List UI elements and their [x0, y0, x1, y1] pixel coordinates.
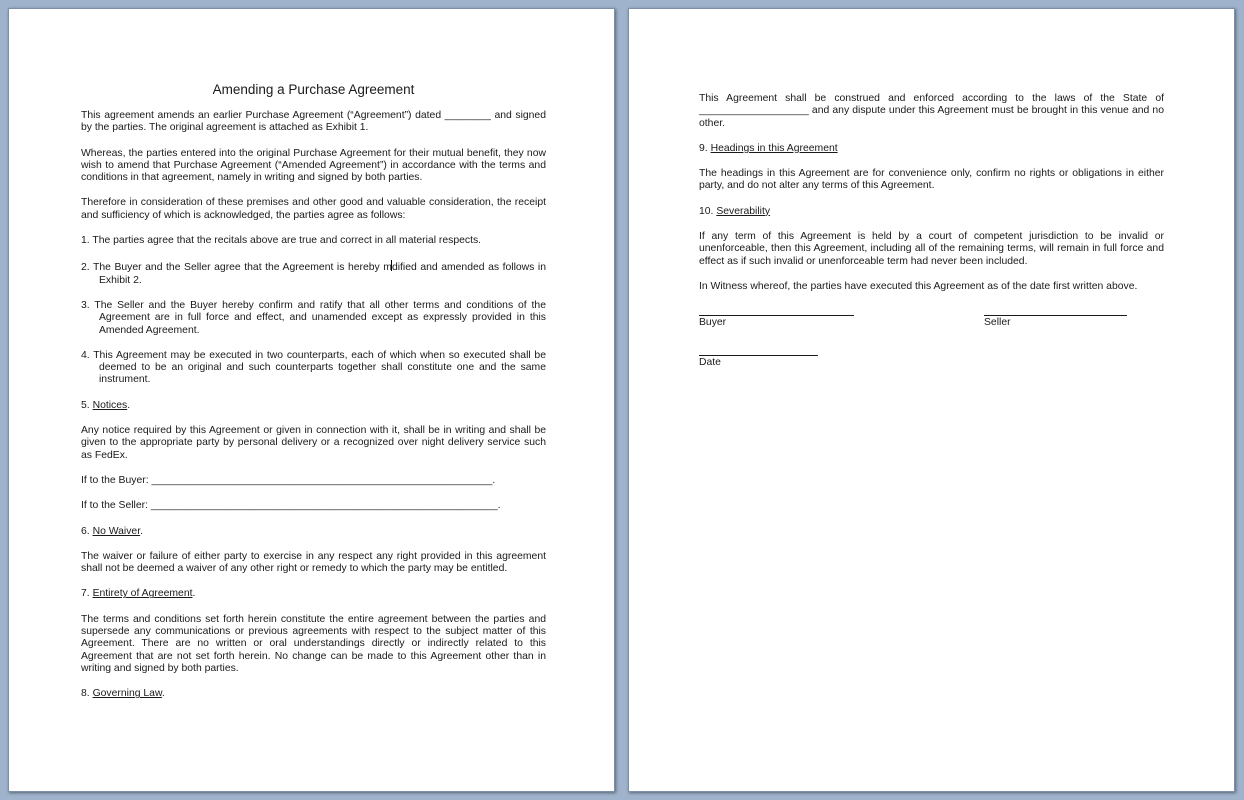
seller-signature-label: Seller — [984, 317, 1011, 329]
clause-2 — [81, 260, 546, 287]
buyer-notice-line: If to the Buyer: ___________________________________________________________. — [81, 474, 496, 486]
section-6-body: The waiver or failure of either party to exercise in any respect any right provided in this agreement shall not be deemed a waiver of any other right or remedy to which the party may be entitled. — [81, 550, 546, 575]
document-title: Amending a Purchase Agreement — [212, 82, 415, 97]
clause-2-text-a: 2. The Buyer and the Seller agree that the Agreement is hereby m — [81, 262, 392, 274]
section-5-number: 5. — [81, 399, 93, 411]
page-2-body[interactable] — [699, 93, 1164, 370]
date-signature-line — [699, 351, 818, 356]
therefore-paragraph: Therefore in consideration of these premises and other good and valuable consideration, the receipt and sufficiency of which is acknowledged, the parties agree as follows: — [81, 197, 546, 221]
section-6-heading: 6. No Waiver. — [81, 525, 143, 537]
section-9-number: 9. — [699, 142, 711, 154]
section-8-title: Governing Law — [92, 688, 162, 700]
seller-notice-line: If to the Seller: ____________________________________________________________. — [81, 500, 501, 512]
whereas-paragraph: Whereas, the parties entered into the original Purchase Agreement for their mutual benefit, they now wish to amend that Purchase Agreement (“Amended Agreement”) in accordance with the terms and conditions in that agreement, namely in writing and signed by both parties. — [81, 147, 546, 184]
section-7-body: The terms and conditions set forth herein constitute the entire agreement between the parties and supersede any communications or previous agreements with respect to the subject matter of this Agreement. There are no written or oral understandings directly or indirectly related to this Agreement that are not set forth herein. No change can be made to this Agreement other than in writing and signed by both parties. — [81, 613, 546, 674]
section-10-body: If any term of this Agreement is held by a court of competent jurisdiction to be invalid or unenforceable, then this Agreement, including all of the remaining terms, will remain in full force and effect as if such invalid or unenforceable term had never been included. — [699, 231, 1164, 267]
section-9-heading — [699, 143, 1164, 155]
section-10-number: 10. — [699, 205, 717, 217]
document-page-1[interactable] — [8, 8, 615, 792]
section-8-heading: 8. Governing Law. — [81, 688, 165, 700]
date-signature-block — [699, 351, 818, 369]
section-7-title: Entirety of Agreement — [92, 588, 193, 600]
section-5-heading: 5. Notices. — [81, 399, 131, 411]
section-9-title: Headings in this Agreement — [710, 142, 838, 154]
buyer-signature-block — [699, 311, 854, 329]
page-1-body[interactable] — [81, 82, 546, 714]
section-9-body: The headings in this Agreement are for convenience only, confirm no rights or obligations in either party, and do not alter any terms of this Agreement. — [699, 168, 1164, 192]
date-signature-label: Date — [699, 357, 721, 369]
witness-paragraph: In Witness whereof, the parties have executed this Agreement as of the date first written above. — [699, 280, 1138, 292]
intro-paragraph: This agreement amends an earlier Purchase Agreement (“Agreement”) dated ________ and signed by the parties. The original agreement is attached as Exhibit 1. — [81, 110, 546, 134]
seller-signature-block — [984, 311, 1127, 329]
section-10-heading — [699, 206, 1164, 218]
clause-3: 3. The Seller and the Buyer hereby confirm and ratify that all other terms and conditions of the Agreement are in full force and effect, and unamended except as expressly provided in this Amended Agreement. — [81, 299, 546, 336]
section-7-heading: 7. Entirety of Agreement. — [81, 588, 196, 600]
seller-signature-line — [984, 311, 1127, 316]
section-5-body: Any notice required by this Agreement or given in connection with it, shall be in writing and shall be given to the appropriate party by personal delivery or a recognized over night delivery service such as FedEx. — [81, 425, 546, 461]
signature-row — [699, 311, 1164, 351]
buyer-signature-label: Buyer — [699, 317, 727, 329]
clause-1: 1. The parties agree that the recitals above are true and correct in all material respects. — [81, 235, 482, 247]
clause-2-text-b: dified and amended as follows in Exhibit 2. — [99, 262, 546, 286]
section-6-title: No Waiver — [92, 525, 141, 537]
document-page-2[interactable] — [628, 8, 1235, 792]
governing-law-body: This Agreement shall be construed and enforced according to the laws of the State of ___________________ and any dispute under this Agreement must be brought in this venue and no other. — [699, 93, 1164, 129]
clause-4: 4. This Agreement may be executed in two counterparts, each of which when so executed shall be deemed to be an original and such counterparts together shall constitute one and the same instrument. — [81, 349, 546, 386]
section-10-title: Severability — [716, 205, 771, 217]
buyer-signature-line — [699, 311, 854, 316]
section-5-title: Notices — [92, 399, 128, 411]
section-6-number: 6. — [81, 525, 93, 537]
section-8-number: 8. — [81, 688, 93, 700]
section-7-number: 7. — [81, 588, 93, 600]
